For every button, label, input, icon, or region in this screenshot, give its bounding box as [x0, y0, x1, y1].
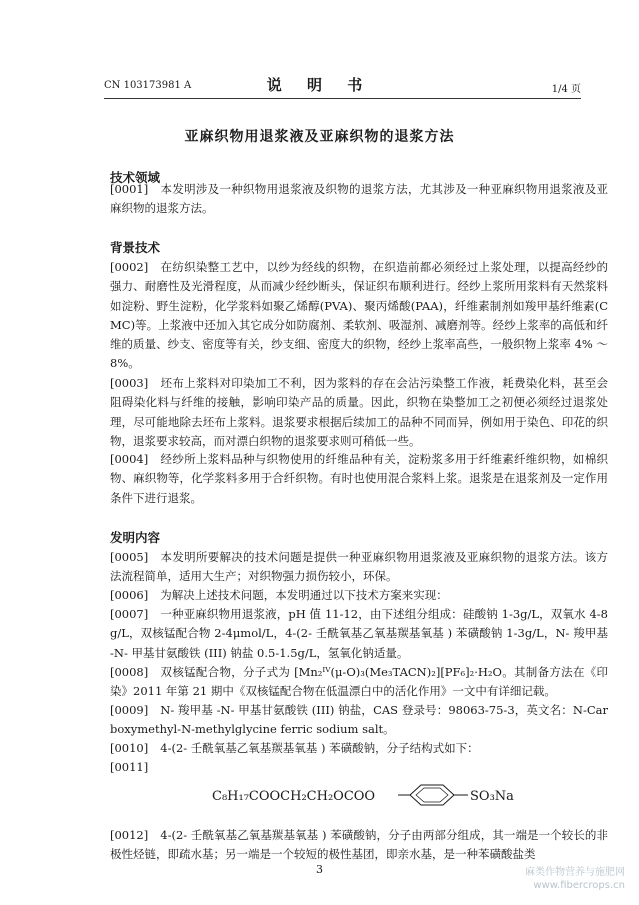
paragraph-0011: [110, 758, 608, 777]
paragraph-number: [0003]: [110, 376, 149, 390]
formula-sulfonate: SO₃Na: [470, 789, 514, 804]
paragraph-text: 4-(2- 壬酰氧基乙氧基羰基氧基 ) 苯磺酸钠，分子由两部分组成，其一端是一个较长的非极性烃链，即疏水基；另一端是一个较短的极性基团，即亲水基，是一种苯磺酸盐类: [110, 828, 608, 862]
paragraph-text: 坯布上浆料对印染加工不利，因为浆料的存在会沾污染整工作液，耗费染化料，甚至会阻碍染化料与纤维的接触，影响印染产品的质量。因此，织物在染整加工之初便必须经过退浆处理，尽可能地除去坯布上浆料。退浆要求根据后续加工的品种不同而异，例如用于染色、印花的织物，退浆要求较高，而对漂白织物的退浆要求则可稍低一些。: [110, 376, 608, 448]
chemical-formula: [Mn₂ᴵⱽ(μ-O)₃(Me₃TACN)₂][PF₆]₂·H₂O: [294, 665, 502, 679]
paragraph-0010: [110, 739, 608, 758]
watermark-url: www.fibercrops.cn: [533, 880, 625, 891]
paragraph-number: [0011]: [110, 760, 149, 774]
document-title: 亚麻织物用退浆液及亚麻织物的退浆方法: [184, 129, 455, 145]
paragraph-text: 。其制备方法在《印染》2011 年第 21 期中《双核锰配合物在低温漂白中的活化作用》一文中有详细记载。: [110, 665, 609, 699]
paragraph-number: [0005]: [110, 550, 149, 564]
paragraph-text: 本发明所要解决的技术问题是提供一种亚麻织物用退浆液及亚麻织物的退浆方法。该方法流程简单，适用大生产；对织物强力损伤较小，环保。: [110, 550, 608, 584]
paragraph-0004: [110, 450, 608, 508]
paragraph-0005: [110, 548, 608, 587]
paragraph-number: [0002]: [110, 260, 149, 274]
benzene-inner-ring: [416, 788, 448, 802]
paragraph-lead: 双核锰配合物，分子式为: [160, 665, 295, 679]
paragraph-text: 为解决上述技术问题，本发明通过以下技术方案来实现：: [160, 588, 448, 602]
watermark: [525, 866, 625, 892]
paragraph-text: 本发明涉及一种织物用退浆液及织物的退浆方法，尤其涉及一种亚麻织物用退浆液及亚麻织物的退浆方法。: [110, 182, 608, 216]
paragraph-text: 4-(2- 壬酰氧基乙氧基羰基氧基 ) 苯磺酸钠，分子结构式如下：: [160, 741, 479, 755]
paragraph-0009: [110, 701, 608, 740]
structural-formula: [212, 782, 542, 808]
paragraph-number: [0009]: [110, 703, 149, 717]
paragraph-0012: [110, 826, 608, 865]
paragraph-text: 经纱所上浆料品种与织物使用的纤维品种有关，淀粉浆多用于纤维素纤维织物，如棉织物、麻织物等，化学浆料多用于合纤织物。有时也使用混合浆料上浆。退浆是在退浆剂及一定作用条件下进行退浆。: [110, 452, 608, 505]
paragraph-0001: [110, 180, 608, 219]
formula-left-chain: C₈H₁₇COOCH₂CH₂OCOO: [212, 789, 376, 804]
paragraph-0006: [110, 586, 608, 605]
paragraph-number: [0012]: [110, 828, 149, 842]
paragraph-text: N- 羧甲基 -N- 甲基甘氨酸铁 (III) 钠盐，CAS 登录号：98063-75-3，英文名：N-Carboxymethyl-N-methylglycine ferric sodium salt。: [110, 703, 608, 737]
paragraph-0007: [110, 605, 608, 663]
section-background: 背景技术: [110, 240, 161, 255]
section-invention: 发明内容: [110, 530, 161, 545]
paragraph-0002: [110, 258, 608, 374]
watermark-title: 麻类作物营养与施肥网: [525, 867, 625, 878]
paragraph-0008: [110, 663, 608, 702]
page-number: 3: [316, 863, 323, 876]
paragraph-number: [0006]: [110, 588, 149, 602]
paragraph-number: [0007]: [110, 607, 149, 621]
paragraph-number: [0008]: [110, 665, 149, 679]
paragraph-number: [0010]: [110, 741, 149, 755]
paragraph-0003: [110, 374, 608, 451]
page-of-indicator: 1/4 页: [551, 84, 581, 95]
patent-number: CN 103173981 A: [104, 80, 192, 91]
header-divider: [104, 98, 581, 99]
paragraph-number: [0001]: [110, 182, 149, 196]
paragraph-number: [0004]: [110, 452, 149, 466]
section-technical-field: 技术领域: [110, 170, 161, 185]
document-type-heading: 说 明 书: [266, 76, 373, 94]
paragraph-text: 一种亚麻织物用退浆液，pH 值 11-12，由下述组分组成：硅酸钠 1-3g/L，双氧水 4-8g/L，双核锰配合物 2-4μmol/L，4-(2- 壬酰氧基乙氧基羰基氧基 ) 苯磺酸钠 1-3g/L，N- 羧甲基 -N- 甲基甘氨酸铁 (III) 钠盐 0.5-1.5g/L，氢氧化钠适量。: [110, 607, 608, 660]
paragraph-text: 在纺织染整工艺中，以纱为经线的织物，在织造前都必须经过上浆处理，以提高经纱的强力、耐磨性及光滑程度，从而减少经纱断头，保证织布顺利进行。经纱上浆所用浆料有天然浆料如淀粉、野生淀粉，化学浆料如聚乙烯醇(PVA)、聚丙烯酸(PAA)，纤维素制剂如羧甲基纤维素(CMC)等。上浆液中还加入其它成分如防腐剂、柔软剂、吸湿剂、减磨剂等。经纱上浆率的高低和纤维的质量、纱支、密度等有关，纱支细、密度大的织物，经纱上浆率高些，一般织物上浆率 4% ～ 8%。: [110, 260, 608, 371]
